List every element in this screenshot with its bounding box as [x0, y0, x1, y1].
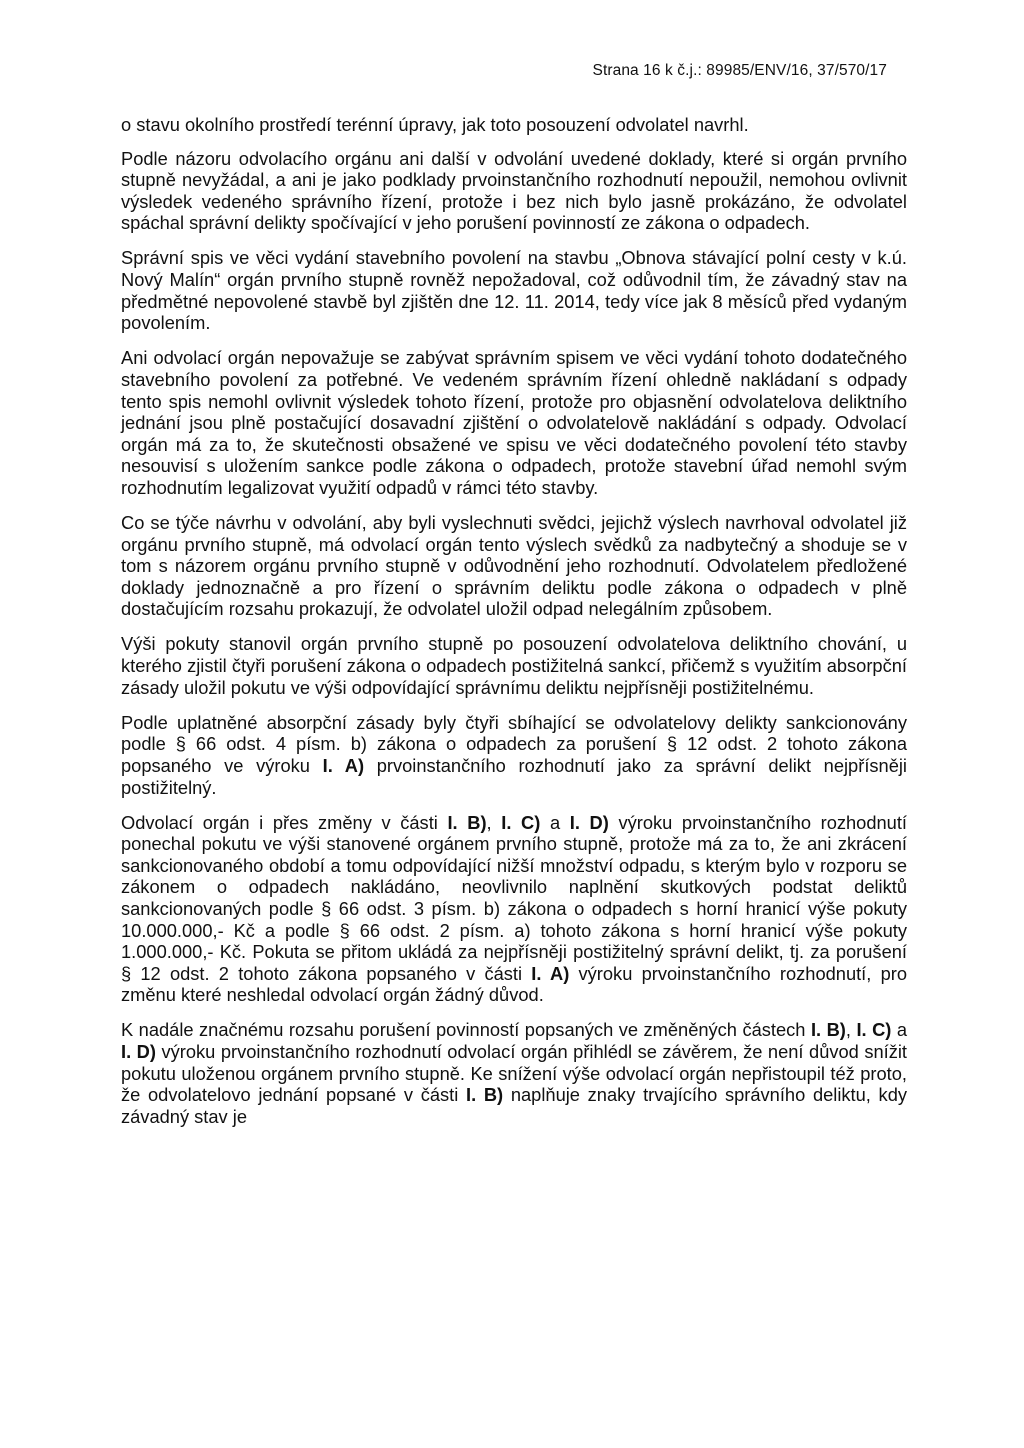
paragraph-9-text-a: K nadále značnému rozsahu porušení povinností popsaných ve změněných částech — [121, 1019, 811, 1041]
paragraph-4: Ani odvolací orgán nepovažuje se zabývat správním spisem ve věci vydání tohoto dodatečného stavebního povolení za potřebné. Ve vedeném správním řízení ohledně nakládaní s odpady tento spis nemohl ovlivnit výsledek tohoto řízení, protože pro objasnění odvolatelova deliktního jednání jsou plně postačující dosavadní zjištění o odvolatelově nakládání s odpady. Odvolací orgán má za to, že skutečnosti obsažené ve spisu ve věci dodatečného povolení této stavby nesouvisí s uložením sankce podle zákona o odpadech, protože stavební úřad nemohl svým rozhodnutím legalizovat využití odpadů v rámci této stavby. — [121, 347, 907, 498]
paragraph-2: Podle názoru odvolacího orgánu ani další v odvolání uvedené doklady, které si orgán prvního stupně nevyžádal, a ani je jako podklady prvoinstančního rozhodnutí nepoužil, nemohou ovlivnit výsledek vedeného správního řízení, protože i bez nich bylo jasně prokázáno, že odvolatel spáchal správní delikty spočívající v jeho porušení povinností ze zákona o odpadech. — [121, 147, 907, 234]
separator: , — [486, 811, 502, 833]
page-reference-header: Strana 16 k č.j.: 89985/ENV/16, 37/570/17 — [592, 62, 887, 79]
section-ref-bold: I. B) — [810, 1019, 846, 1041]
section-ref-bold: I. A) — [322, 754, 365, 776]
section-ref-bold: I. A) — [531, 962, 570, 984]
paragraph-8 — [121, 812, 907, 1006]
paragraph-1: o stavu okolního prostředí terénní úpravy, jak toto posouzení odvolatel navrhl. — [121, 114, 749, 135]
section-ref-bold: I. B) — [465, 1084, 504, 1106]
separator: a — [540, 811, 570, 833]
section-ref-bold: I. C) — [856, 1019, 892, 1041]
separator: , — [845, 1019, 857, 1041]
paragraph-8-text-a: Odvolací orgán i přes změny v části — [121, 811, 448, 833]
paragraph-7-text-a: Podle uplatněné absorpční zásady byly čtyři sbíhající se odvolatelovy delikty sankcionovány podle § 66 odst. 4 písm. b) zákona o odpadech za porušení § 12 odst. 2 tohoto zákona popsaného ve výroku — [121, 711, 907, 776]
paragraph-9-text-c: výroku prvoinstančního rozhodnutí odvolací orgán přihlédl se závěrem, že není důvod snížit pokutu uloženou orgánem prvního stupně. Ke snížení výše odvolací orgán nepřistoupil též proto, že odvolatelovo jednání popsané v části — [121, 1041, 908, 1106]
paragraph-9 — [121, 1019, 907, 1127]
section-ref-bold: I. C) — [501, 811, 541, 833]
paragraph-7-text-c: prvoinstančního rozhodnutí jako za správní delikt nejpřísněji postižitelný. — [121, 754, 907, 798]
paragraph-5: Co se týče návrhu v odvolání, aby byli vyslechnuti svědci, jejichž výslech navrhoval odvolatel již orgánu prvního stupně, má odvolací orgán tento výslech svědků za nadbytečný a shoduje se v tom s názorem orgánu prvního stupně v odůvodnění jeho rozhodnutí. Odvolatelem předložené doklady jednoznačně a pro řízení o správním deliktu podle zákona o odpadech v plně dostačujícím rozsahu prokazují, že odvolatel uložil odpad nelegálním způsobem. — [121, 512, 907, 620]
paragraph-6: Výši pokuty stanovil orgán prvního stupně po posouzení odvolatelova deliktního chování, u kterého zjistil čtyři porušení zákona o odpadech postižitelná sankcí, přičemž s využitím absorpční zásady uložil pokutu ve výši odpovídající správnímu deliktu nejpřísněji postižitelnému. — [121, 633, 907, 698]
paragraph-9-text-d: naplňuje znaky trvajícího správního deliktu, kdy závadný stav je — [121, 1084, 908, 1127]
section-ref-bold: I. D) — [569, 811, 609, 833]
section-ref-bold: I. D) — [121, 1041, 156, 1063]
paragraph-8-text-c: výroku prvoinstančního rozhodnutí ponechal pokutu ve výši stanovené orgánem prvního stupně, protože má za to, že ani zkrácení sankcionovaného období a tomu odpovídající nižší množství odpadu, s kterým bylo v rozporu se zákonem o odpadech nakládáno, neovlivnilo naplnění skutkových podstat deliktů sankcionovaných podle § 66 odst. 3 písm. b) zákona o odpadech s horní hranicí výše pokuty 10.000.000,- Kč a podle § 66 odst. 2 písm. a) tohoto zákona s horní hranicí výše pokuty 1.000.000,- Kč. Pokuta se přitom ukládá za nejpřísněji postižitelný správní delikt, tj. za porušení § 12 odst. 2 tohoto zákona popsaného v části — [121, 811, 907, 984]
document-body — [121, 114, 907, 1141]
section-ref-bold: I. B) — [447, 811, 487, 833]
separator: a — [891, 1019, 908, 1041]
paragraph-3: Správní spis ve věci vydání stavebního povolení na stavbu „Obnova stávající polní cesty v k.ú. Nový Malín“ orgán prvního stupně rovněž nepožadoval, což odůvodnil tím, že závadný stav na předmětné nepovolené stavbě byl zjištěn dne 12. 11. 2014, tedy více jak 8 měsíců před vydaným povolením. — [121, 247, 907, 334]
paragraph-8-text-d: výroku prvoinstančního rozhodnutí, pro změnu které neshledal odvolací orgán žádný důvod. — [121, 962, 907, 1006]
paragraph-7 — [121, 712, 907, 798]
